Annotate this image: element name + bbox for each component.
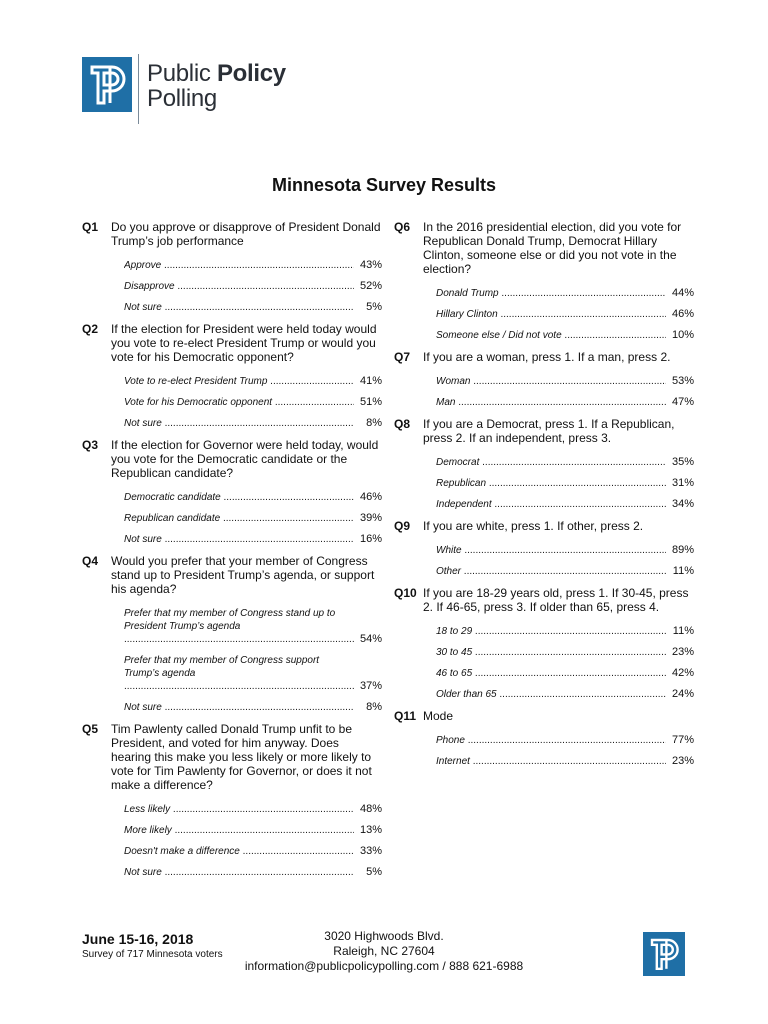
answer-percent: 8% bbox=[366, 417, 382, 429]
answer-row bbox=[436, 734, 694, 747]
answer-label: 18 to 29 ..... bbox=[436, 625, 666, 638]
answer-row bbox=[436, 498, 694, 511]
answer-row bbox=[436, 625, 694, 638]
answer-list bbox=[82, 796, 382, 879]
answer-percent: 13% bbox=[359, 824, 382, 836]
question-q2 bbox=[82, 322, 382, 364]
answer-percent: 11% bbox=[672, 625, 694, 637]
answer-list bbox=[394, 280, 694, 342]
question-number: Q1 bbox=[82, 220, 99, 234]
answer-row bbox=[124, 375, 382, 388]
answer-percent: 54% bbox=[359, 633, 382, 645]
answer-row bbox=[436, 375, 694, 388]
answer-percent: 53% bbox=[671, 375, 694, 387]
answer-label: 30 to 45 ..... bbox=[436, 646, 666, 659]
answer-list bbox=[394, 368, 694, 409]
question-q7 bbox=[394, 350, 694, 364]
answer-percent: 89% bbox=[671, 544, 694, 556]
answer-label: Vote to re-elect President Trump ..... bbox=[124, 375, 354, 388]
brand-name: Public Policy Polling bbox=[147, 60, 286, 112]
question-number: Q11 bbox=[394, 709, 417, 723]
answer-percent: 24% bbox=[671, 688, 694, 700]
answer-label: White ..... bbox=[436, 544, 666, 557]
answer-percent: 41% bbox=[359, 375, 382, 387]
answer-label: Someone else / Did not vote ..... bbox=[436, 329, 666, 342]
answer-percent: 5% bbox=[366, 866, 382, 878]
question-text: Mode bbox=[423, 709, 454, 723]
answer-row bbox=[124, 824, 382, 837]
question-number: Q3 bbox=[82, 438, 99, 452]
answer-percent: 16% bbox=[359, 533, 382, 545]
answer-list bbox=[82, 600, 382, 714]
answer-label: Not sure ..... bbox=[124, 417, 354, 430]
question-number: Q7 bbox=[394, 350, 411, 364]
answer-label: 46 to 65 ..... bbox=[436, 667, 666, 680]
answer-label: Woman ..... bbox=[436, 375, 666, 388]
answer-label: Not sure ..... bbox=[124, 533, 354, 546]
answer-list bbox=[394, 727, 694, 768]
answer-label: Less likely ..... bbox=[124, 803, 354, 816]
answer-row bbox=[436, 396, 694, 409]
question-text: Do you approve or disapprove of President Donald Trump’s job performance bbox=[111, 220, 381, 248]
ppp-monogram-icon bbox=[82, 57, 132, 112]
answer-row bbox=[124, 803, 382, 816]
answer-percent: 52% bbox=[359, 280, 382, 292]
answer-row bbox=[124, 396, 382, 409]
question-text: If you are a Democrat, press 1. If a Republican, press 2. If an independent, press 3. bbox=[423, 417, 675, 445]
question-number: Q10 bbox=[394, 586, 417, 600]
answer-label: Republican ..... bbox=[436, 477, 666, 490]
answer-label: Prefer that my member of Congress stand up to President Trump’s agenda ..... bbox=[124, 607, 354, 646]
question-text: Tim Pawlenty called Donald Trump unfit to be President, and voted for him anyway. Does hearing this make you less likely or more likely to vote for Tim Pawlenty for Governor, or does it not make a difference? bbox=[111, 722, 372, 792]
answer-label: Democrat ..... bbox=[436, 456, 666, 469]
answer-percent: 10% bbox=[671, 329, 694, 341]
contact-line: information@publicpolicypolling.com / 888 621-6988 bbox=[244, 959, 524, 973]
answer-percent: 23% bbox=[671, 646, 694, 658]
page-title: Minnesota Survey Results bbox=[271, 175, 497, 195]
answer-percent: 23% bbox=[671, 755, 694, 767]
answer-list bbox=[394, 618, 694, 701]
answer-percent: 35% bbox=[671, 456, 694, 468]
answer-row bbox=[436, 456, 694, 469]
question-text: If you are a woman, press 1. If a man, press 2. bbox=[423, 350, 671, 364]
answer-row bbox=[436, 287, 694, 300]
answer-percent: 11% bbox=[672, 565, 694, 577]
answer-percent: 42% bbox=[671, 667, 694, 679]
answer-label: Republican candidate ..... bbox=[124, 512, 354, 525]
answer-percent: 8% bbox=[366, 701, 382, 713]
answer-label: Donald Trump ..... bbox=[436, 287, 666, 300]
answer-label: Internet ..... bbox=[436, 755, 666, 768]
answer-row bbox=[124, 866, 382, 879]
question-q5 bbox=[82, 722, 382, 792]
answer-percent: 37% bbox=[359, 680, 382, 692]
answer-row bbox=[124, 301, 382, 314]
right-question-column bbox=[394, 220, 694, 776]
survey-sample: Survey of 717 Minnesota voters bbox=[82, 949, 223, 960]
answer-label: Not sure ..... bbox=[124, 866, 354, 879]
question-text: If you are 18-29 years old, press 1. If 30-45, press 2. If 46-65, press 3. If older than 65, press 4. bbox=[423, 586, 689, 614]
answer-label: Disapprove ..... bbox=[124, 280, 354, 293]
question-q8 bbox=[394, 417, 694, 445]
answer-row bbox=[124, 701, 382, 714]
contact-block bbox=[230, 929, 538, 974]
address-line-1: 3020 Highwoods Blvd. bbox=[324, 929, 444, 943]
answer-label: Approve ..... bbox=[124, 259, 354, 272]
question-q3 bbox=[82, 438, 382, 480]
question-q6 bbox=[394, 220, 694, 276]
answer-label: More likely ..... bbox=[124, 824, 354, 837]
ppp-logo bbox=[82, 57, 286, 124]
answer-percent: 48% bbox=[359, 803, 382, 815]
answer-row bbox=[124, 259, 382, 272]
question-text: In the 2016 presidential election, did you vote for Republican Donald Trump, Democrat Hillary Clinton, someone else or did you not vote in the election? bbox=[423, 220, 682, 276]
question-text: Would you prefer that your member of Congress stand up to President Trump’s agenda, or support his agenda? bbox=[111, 554, 375, 596]
question-number: Q9 bbox=[394, 519, 411, 533]
answer-label: Not sure ..... bbox=[124, 301, 354, 314]
answer-label: Prefer that my member of Congress support Trump’s agenda ..... bbox=[124, 654, 354, 693]
answer-label: Independent ..... bbox=[436, 498, 666, 511]
ppp-footer-monogram-icon bbox=[643, 932, 685, 976]
answer-row bbox=[124, 512, 382, 525]
question-number: Q4 bbox=[82, 554, 99, 568]
answer-row bbox=[436, 308, 694, 321]
question-text: If the election for Governor were held today, would you vote for the Democratic candidate or the Republican candidate? bbox=[111, 438, 379, 480]
answer-percent: 39% bbox=[359, 512, 382, 524]
question-number: Q8 bbox=[394, 417, 411, 431]
answer-percent: 47% bbox=[671, 396, 694, 408]
answer-label: Hillary Clinton ..... bbox=[436, 308, 666, 321]
answer-percent: 77% bbox=[671, 734, 694, 746]
answer-percent: 33% bbox=[359, 845, 382, 857]
answer-percent: 43% bbox=[359, 259, 382, 271]
answer-label: Not sure ..... bbox=[124, 701, 354, 714]
answer-row bbox=[436, 565, 694, 578]
answer-row bbox=[124, 533, 382, 546]
answer-label: Phone ..... bbox=[436, 734, 666, 747]
answer-row bbox=[124, 607, 382, 646]
answer-percent: 44% bbox=[671, 287, 694, 299]
left-question-column bbox=[82, 220, 382, 887]
question-number: Q6 bbox=[394, 220, 411, 234]
address-line-2: Raleigh, NC 27604 bbox=[333, 944, 435, 958]
answer-percent: 46% bbox=[359, 491, 382, 503]
answer-label: Democratic candidate ..... bbox=[124, 491, 354, 504]
answer-row bbox=[436, 329, 694, 342]
survey-date: June 15-16, 2018 bbox=[82, 931, 194, 947]
answer-percent: 46% bbox=[671, 308, 694, 320]
answer-list bbox=[394, 449, 694, 511]
answer-percent: 34% bbox=[671, 498, 694, 510]
answer-list bbox=[394, 537, 694, 578]
answer-percent: 31% bbox=[671, 477, 694, 489]
answer-list bbox=[82, 252, 382, 314]
answer-row bbox=[436, 755, 694, 768]
answer-row bbox=[436, 477, 694, 490]
answer-label: Doesn't make a difference ..... bbox=[124, 845, 354, 858]
question-text: If you are white, press 1. If other, press 2. bbox=[423, 519, 644, 533]
question-q1 bbox=[82, 220, 382, 248]
answer-row bbox=[124, 417, 382, 430]
question-q9 bbox=[394, 519, 694, 533]
answer-list bbox=[82, 484, 382, 546]
answer-list bbox=[82, 368, 382, 430]
answer-percent: 5% bbox=[366, 301, 382, 313]
question-q4 bbox=[82, 554, 382, 596]
answer-row bbox=[436, 667, 694, 680]
answer-label: Vote for his Democratic opponent ..... bbox=[124, 396, 354, 409]
answer-label: Other ..... bbox=[436, 565, 666, 578]
answer-label: Man ..... bbox=[436, 396, 666, 409]
answer-percent: 51% bbox=[359, 396, 382, 408]
answer-row bbox=[124, 654, 382, 693]
question-number: Q2 bbox=[82, 322, 99, 336]
logo-divider bbox=[138, 54, 139, 124]
answer-row bbox=[124, 845, 382, 858]
answer-row bbox=[124, 491, 382, 504]
answer-row bbox=[124, 280, 382, 293]
answer-row bbox=[436, 544, 694, 557]
question-number: Q5 bbox=[82, 722, 99, 736]
answer-row bbox=[436, 688, 694, 701]
answer-row bbox=[436, 646, 694, 659]
question-text: If the election for President were held today would you vote to re-elect President Trump or would you vote for his Democratic opponent? bbox=[111, 322, 377, 364]
answer-label: Older than 65 ..... bbox=[436, 688, 666, 701]
question-q10 bbox=[394, 586, 694, 614]
question-q11 bbox=[394, 709, 694, 723]
